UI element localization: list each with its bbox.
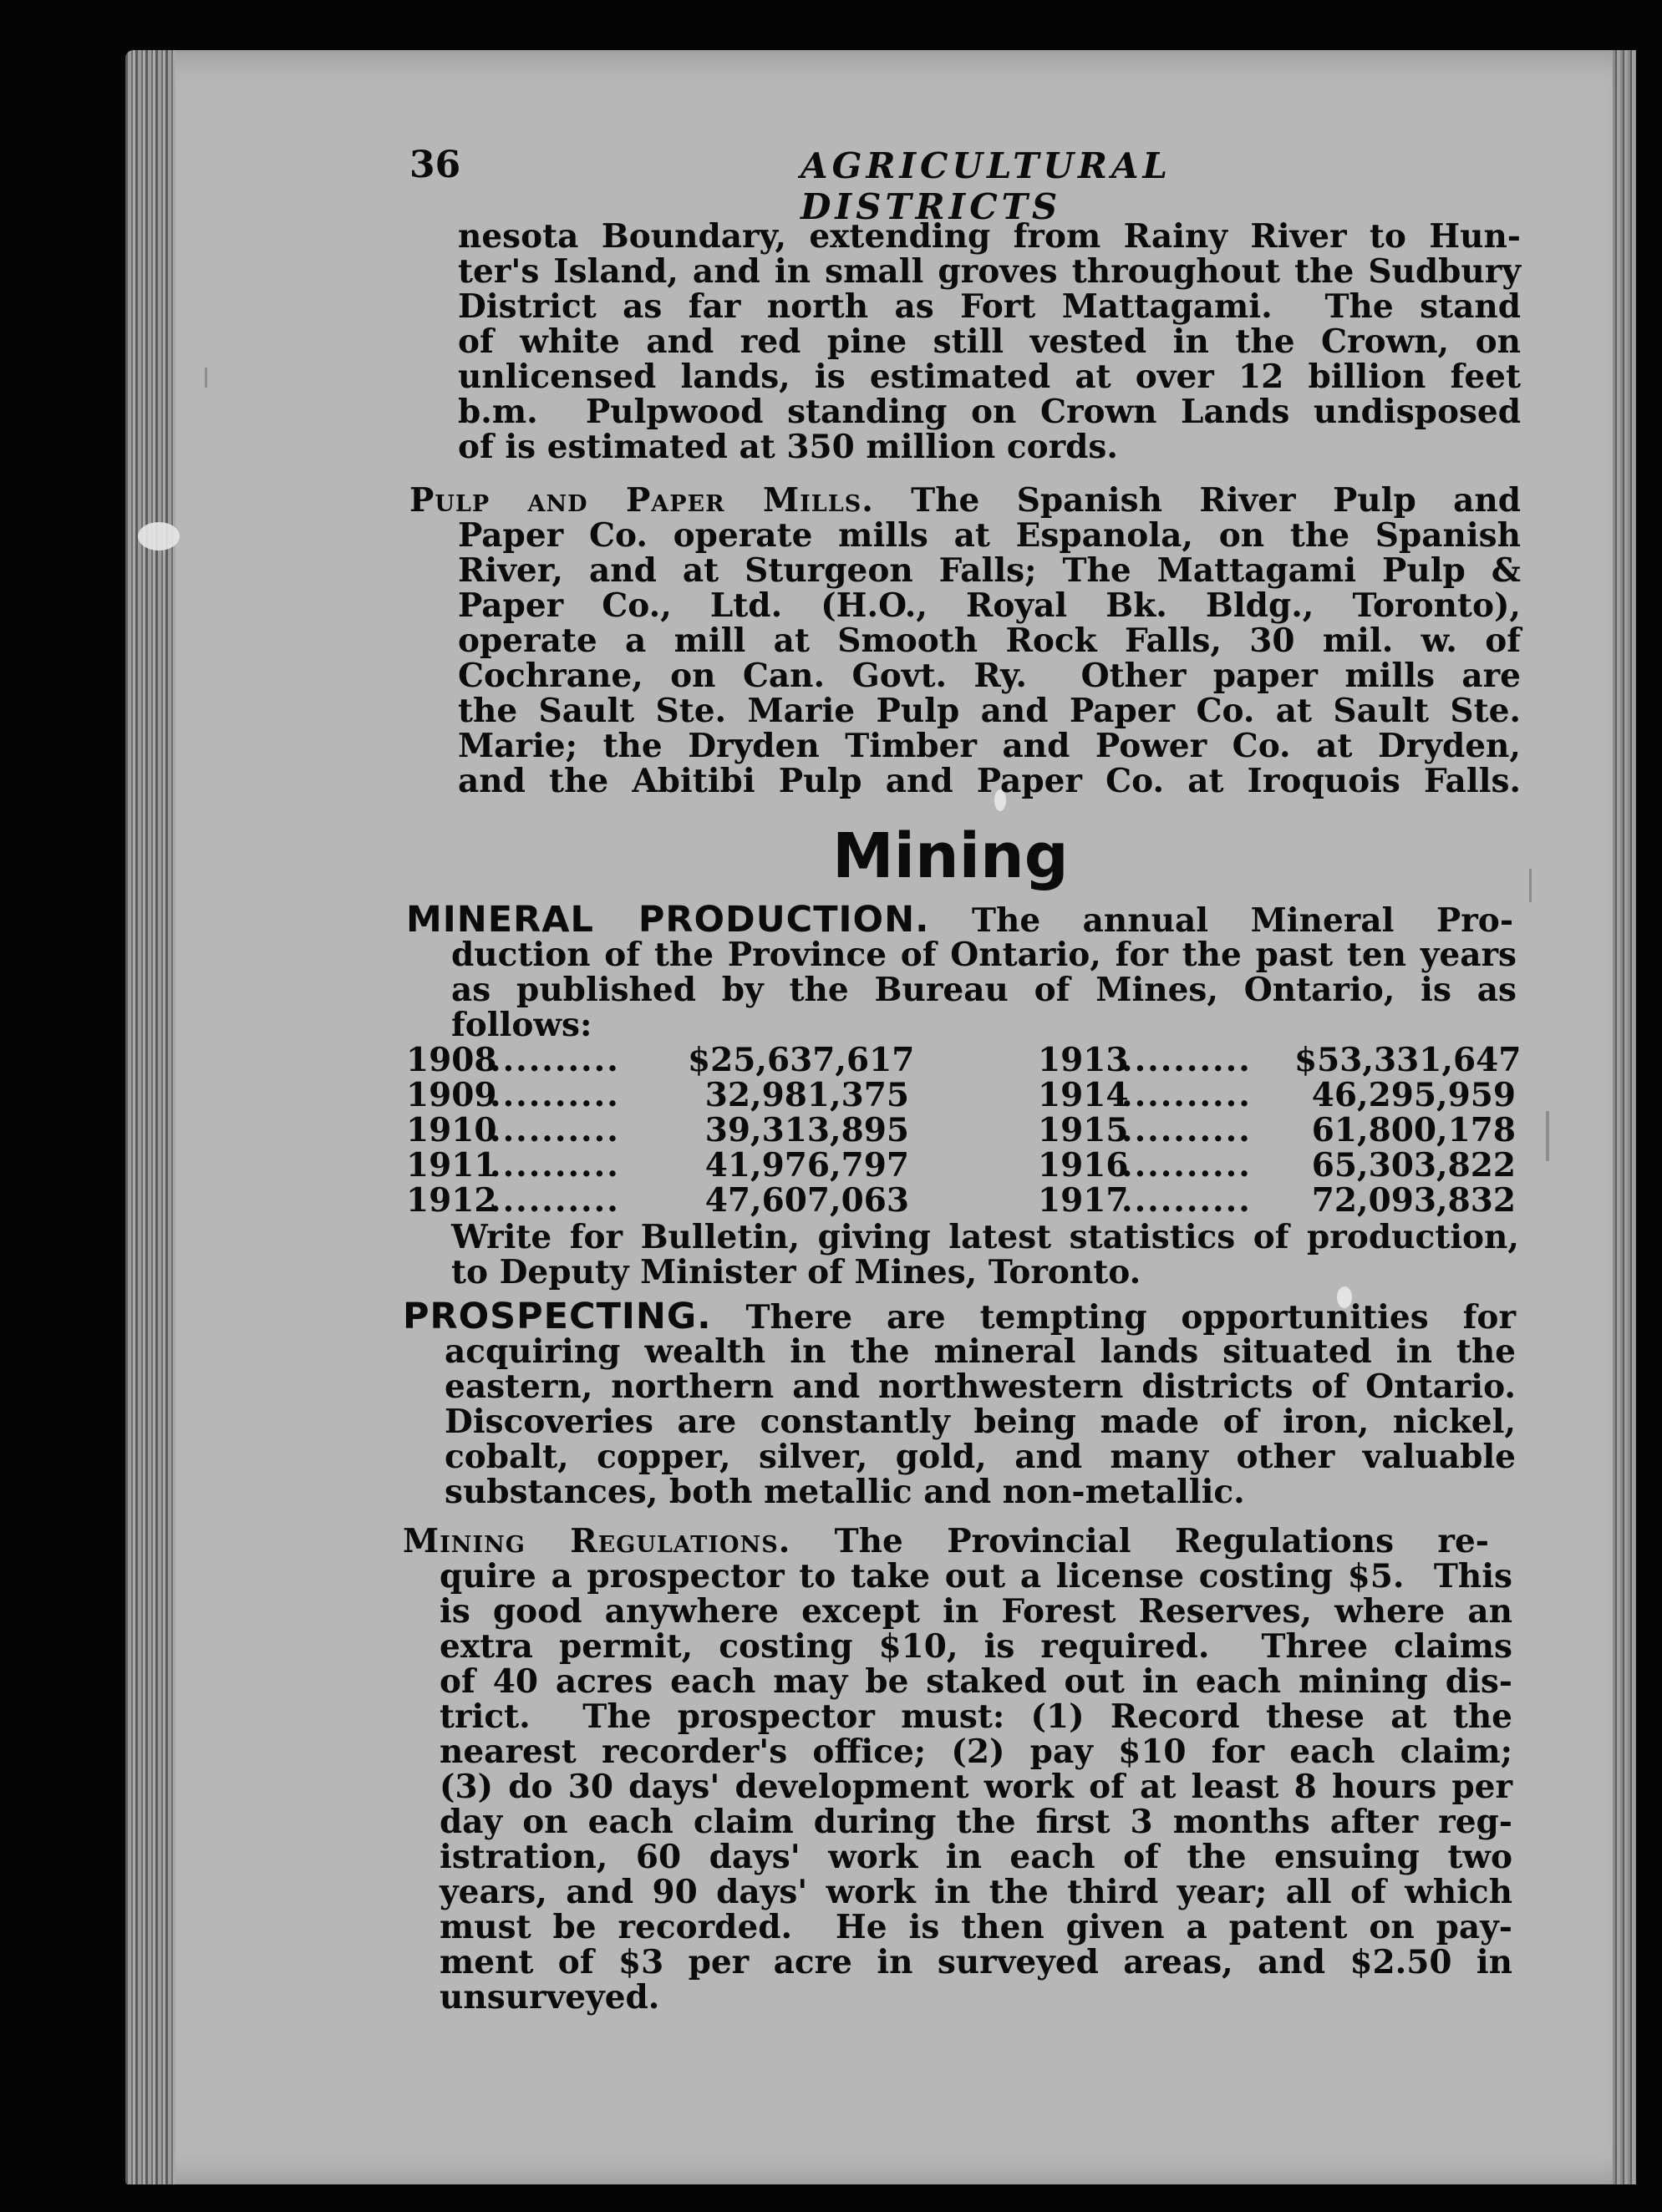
year-cell: 1914	[1038, 1076, 1129, 1114]
table-row	[406, 1041, 915, 1079]
paper-blemish	[138, 522, 180, 550]
paper-scratch	[1529, 869, 1532, 902]
text-line: ment of $3 per acre in surveyed areas, and $2.50 in	[440, 1943, 1512, 1981]
text-line: The annual Mineral Pro-	[929, 901, 1514, 940]
text-line: Marie; the Dryden Timber and Power Co. at Dryden,	[458, 727, 1521, 765]
pulp-paper-paragraph	[409, 483, 1521, 518]
text-line: acquiring wealth in the mineral lands situated in the	[445, 1332, 1516, 1371]
leader-dots: ..........	[1121, 1183, 1252, 1218]
table-row	[1038, 1078, 1516, 1113]
bulletin-paragraph	[451, 1220, 1519, 1290]
running-head	[284, 144, 1312, 227]
value-cell: 39,313,895	[704, 1111, 909, 1149]
value-cell: $25,637,617	[688, 1041, 915, 1079]
text-line: of 40 acres each may be staked out in each mining dis-	[440, 1662, 1512, 1701]
text-line: ter's Island, and in small groves throughout the Sudbury	[458, 252, 1521, 291]
text-line: unsurveyed.	[440, 1978, 660, 2017]
text-line: nearest recorder's office; (2) pay $10 for each claim;	[440, 1733, 1512, 1771]
value-cell: 41,976,797	[704, 1146, 909, 1185]
running-title: AGRICULTURAL DISTRICTS	[801, 145, 1172, 227]
text-line: River, and at Sturgeon Falls; The Mattagami Pulp &	[458, 551, 1521, 590]
leader-dots: ..........	[490, 1113, 620, 1148]
table-row	[1038, 1148, 1516, 1183]
text-line: b.m. Pulpwood standing on Crown Lands undisposed	[458, 393, 1521, 431]
pulp-paper-heading: Pulp and Paper Mills.	[409, 481, 874, 520]
forest-paragraph	[458, 219, 1521, 464]
text-line: day on each claim during the first 3 months after reg-	[440, 1803, 1512, 1841]
year-cell: 1908	[406, 1041, 497, 1079]
pulp-paper-paragraph-body	[458, 518, 1521, 799]
leader-dots: ..........	[1121, 1078, 1252, 1113]
mineral-production-paragraph	[406, 899, 1514, 941]
mining-regulations-heading: Mining Regulations.	[403, 1522, 791, 1560]
value-cell: 72,093,832	[1311, 1181, 1516, 1220]
value-cell: 46,295,959	[1311, 1076, 1516, 1114]
leader-dots: ..........	[490, 1148, 620, 1183]
section-title-mining: Mining	[832, 820, 1069, 892]
text-line: Discoveries are constantly being made of iron, nickel,	[445, 1403, 1516, 1441]
text-line: the Sault Ste. Marie Pulp and Paper Co. at Sault Ste.	[458, 692, 1521, 730]
text-line: nesota Boundary, extending from Rainy River to Hun-	[458, 217, 1521, 256]
table-row	[406, 1078, 909, 1113]
text-line: District as far north as Fort Mattagami. The stand	[458, 287, 1521, 326]
text-line: to Deputy Minister of Mines, Toronto.	[451, 1253, 1141, 1291]
year-cell: 1912	[406, 1181, 497, 1220]
year-cell: 1911	[406, 1146, 497, 1185]
paper-scratch	[205, 368, 207, 388]
leader-dots: ..........	[490, 1043, 620, 1078]
text-line: istration, 60 days' work in each of the ensuing two	[440, 1838, 1512, 1876]
table-row	[1038, 1041, 1522, 1079]
paper-scratch	[1546, 1111, 1549, 1161]
text-line: as published by the Bureau of Mines, Ontario, is as	[451, 971, 1517, 1009]
mining-regulations-paragraph	[403, 1524, 1489, 1559]
text-line: (3) do 30 days' development work of at least 8 hours per	[440, 1768, 1512, 1806]
table-row	[1038, 1183, 1516, 1218]
value-cell: 32,981,375	[704, 1076, 909, 1114]
table-row	[406, 1113, 909, 1148]
page-edge-left	[125, 50, 175, 2184]
leader-dots: ..........	[1121, 1148, 1252, 1183]
leader-dots: ..........	[1121, 1043, 1252, 1078]
prospecting-heading: PROSPECTING.	[403, 1296, 712, 1337]
page-number: 36	[409, 144, 461, 186]
text-line: substances, both metallic and non-metallic.	[445, 1473, 1245, 1511]
text-line: cobalt, copper, silver, gold, and many other valuable	[445, 1438, 1516, 1476]
mineral-production-heading: MINERAL PRODUCTION.	[406, 899, 930, 941]
prospecting-body	[445, 1334, 1516, 1509]
value-cell: 47,607,063	[704, 1181, 909, 1220]
text-line: Paper Co., Ltd. (H.O., Royal Bk. Bldg., Toronto),	[458, 586, 1521, 625]
year-cell: 1915	[1038, 1111, 1129, 1149]
text-line: Paper Co. operate mills at Espanola, on the Spanish	[458, 516, 1521, 555]
mineral-production-body	[451, 937, 1517, 1043]
text-line: operate a mill at Smooth Rock Falls, 30 mil. w. of	[458, 621, 1521, 660]
prospecting-paragraph	[403, 1296, 1516, 1337]
value-cell: 61,800,178	[1311, 1111, 1516, 1149]
text-line: and the Abitibi Pulp and Paper Co. at Iroquois Falls.	[458, 762, 1521, 800]
leader-dots: ..........	[490, 1078, 620, 1113]
value-cell: 65,303,822	[1311, 1146, 1516, 1185]
leader-dots: ..........	[490, 1183, 620, 1218]
production-table-left	[406, 1041, 915, 1220]
year-cell: 1909	[406, 1076, 497, 1114]
text-line: The Spanish River Pulp and	[873, 481, 1521, 520]
text-line: trict. The prospector must: (1) Record these at the	[440, 1697, 1512, 1736]
text-line: years, and 90 days' work in the third year; all of which	[440, 1873, 1512, 1911]
text-line: Write for Bulletin, giving latest statistics of production,	[451, 1218, 1519, 1256]
year-cell: 1910	[406, 1111, 497, 1149]
text-line: unlicensed lands, is estimated at over 12 billion feet	[458, 358, 1521, 396]
text-line: must be recorded. He is then given a patent on pay-	[440, 1908, 1512, 1946]
value-cell: $53,331,647	[1294, 1041, 1522, 1079]
text-line: is good anywhere except in Forest Reserves, where an	[440, 1592, 1512, 1631]
text-line: follows:	[451, 1006, 592, 1044]
table-row	[1038, 1113, 1516, 1148]
text-line: quire a prospector to take out a license costing $5. This	[440, 1557, 1512, 1596]
year-cell: 1916	[1038, 1146, 1129, 1185]
year-cell: 1913	[1038, 1041, 1129, 1079]
text-line: duction of the Province of Ontario, for the past ten years	[451, 936, 1517, 974]
table-row	[406, 1183, 909, 1218]
text-line: Cochrane, on Can. Govt. Ry. Other paper mills are	[458, 657, 1521, 695]
text-line: extra permit, costing $10, is required. Three claims	[440, 1627, 1512, 1666]
mining-regulations-body	[440, 1559, 1512, 2015]
text-line: eastern, northern and northwestern districts of Ontario.	[445, 1367, 1516, 1406]
production-table-right	[1038, 1041, 1522, 1220]
text-line: of white and red pine still vested in the Crown, on	[458, 322, 1521, 361]
text-line: There are tempting opportunities for	[711, 1298, 1516, 1337]
text-line: of is estimated at 350 million cords.	[458, 428, 1118, 466]
page-edge-right	[1613, 50, 1636, 2184]
table-row	[406, 1148, 909, 1183]
text-line: The Provincial Regulations re-	[790, 1522, 1489, 1560]
year-cell: 1917	[1038, 1181, 1129, 1220]
leader-dots: ..........	[1121, 1113, 1252, 1148]
